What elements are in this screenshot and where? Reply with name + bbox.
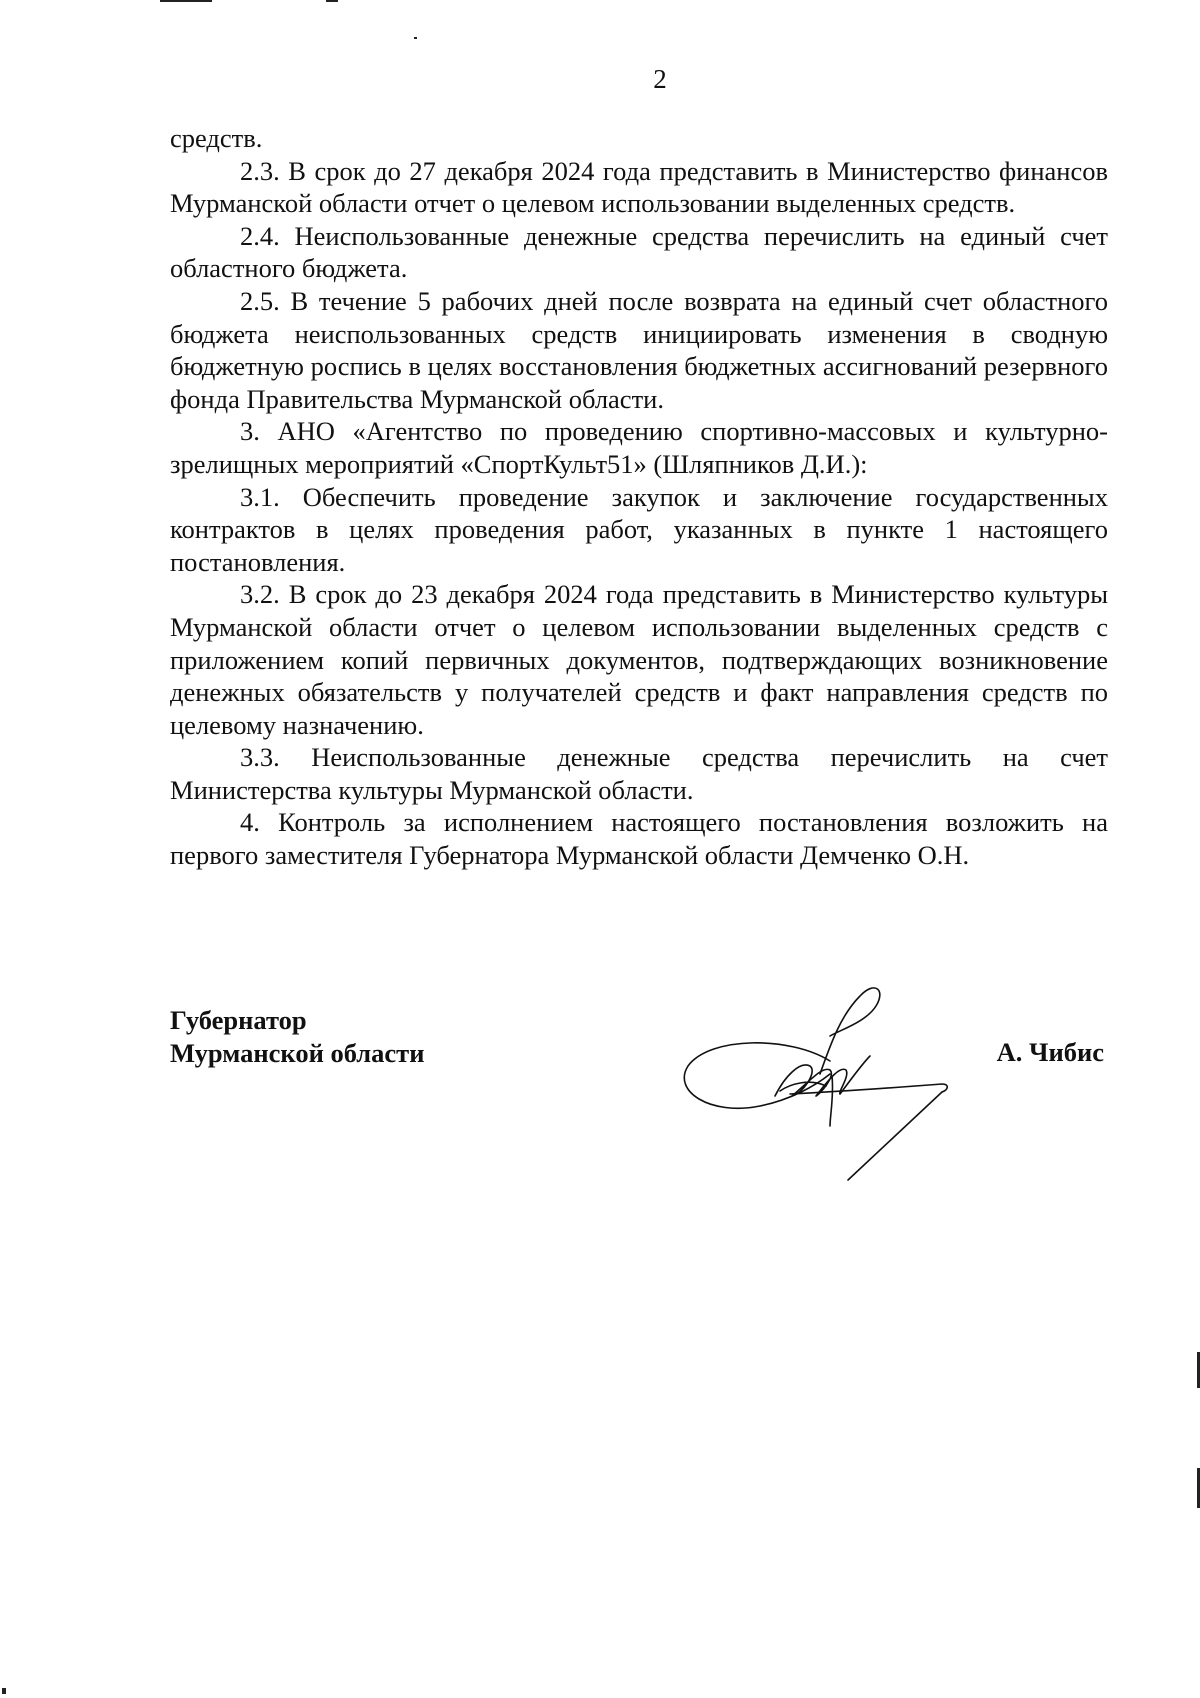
- paragraph-2-3: 2.3. В срок до 27 декабря 2024 года представить в Министерство финансов Мурманской области отчет о целевом использовании выделенных средств.: [170, 155, 1108, 219]
- paragraph-4: 4. Контроль за исполнением настоящего постановления возложить на первого заместителя Губернатора Мурманской области Демченко О.Н.: [170, 807, 1108, 871]
- document-body: [170, 122, 1108, 872]
- scan-artifact: [414, 37, 417, 39]
- signer-position: [170, 1004, 424, 1069]
- paragraph-3-2: 3.2. В срок до 23 декабря 2024 года представить в Министерство культуры Мурманской области отчет о целевом использовании выделенных средств с приложением копий первичных документов, подтверждающих возникновение денежных обязательств у получателей средств и факт направления средств по целевому назначению.: [170, 579, 1108, 740]
- scan-artifact: [2, 1688, 6, 1694]
- signature-block: [170, 1004, 1108, 1204]
- paragraph-2-4: 2.4. Неиспользованные денежные средства перечислить на единый счет областного бюджета.: [170, 220, 1108, 284]
- paragraph-3-3: 3.3. Неиспользованные денежные средства перечислить на счет Министерства культуры Мурманской области.: [170, 742, 1108, 805]
- scan-artifact: [160, 0, 212, 2]
- paragraph-3: 3. АНО «Агентство по проведению спортивно-массовых и культурно-зрелищных мероприятий «СпортКульт51» (Шляпников Д.И.):: [170, 416, 1108, 479]
- paragraph-3-1: 3.1. Обеспечить проведение закупок и заключение государственных контрактов в целях проведения работ, указанных в пункте 1 настоящего постановления.: [170, 481, 1108, 577]
- scan-artifact: [326, 0, 338, 2]
- signer-position-line2: Мурманской области: [170, 1037, 425, 1068]
- page-number: 2: [653, 64, 667, 94]
- signer-name: А. Чибис: [996, 1037, 1104, 1067]
- signer-position-line1: Губернатор: [170, 1005, 307, 1035]
- paragraph-continuation: средств.: [170, 123, 263, 153]
- handwritten-signature-icon: [680, 966, 980, 1186]
- paragraph-2-5: 2.5. В течение 5 рабочих дней после возврата на единый счет областного бюджета неиспользованных средств инициировать изменения в сводную бюджетную роспись в целях восстановления бюджетных ассигнований резервного фонда Правительства Мурманской области.: [170, 285, 1108, 414]
